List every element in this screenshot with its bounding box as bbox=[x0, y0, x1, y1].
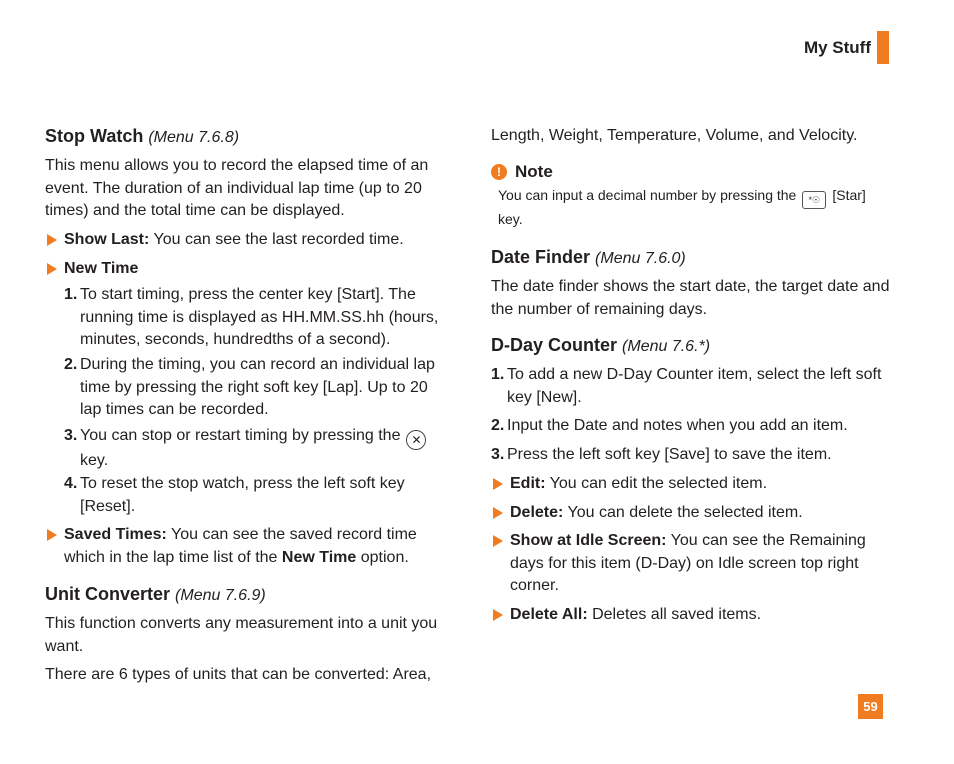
bullet-new-time bbox=[45, 258, 445, 281]
show-last-text: You can see the last recorded time. bbox=[149, 231, 404, 248]
step-number: 2. bbox=[491, 417, 505, 434]
step-text: Press the left soft key [Save] to save the item. bbox=[507, 446, 832, 463]
section-tab-marker bbox=[877, 31, 889, 64]
page-header bbox=[804, 31, 889, 64]
date-finder-title: Date Finder bbox=[491, 247, 591, 267]
bullet-label: Delete: bbox=[510, 504, 564, 521]
step-text-cont: key. bbox=[80, 452, 109, 469]
step-number: 1. bbox=[64, 286, 78, 303]
step-text: You can stop or restart timing by pressing the bbox=[80, 427, 401, 444]
bullet-label: Edit: bbox=[510, 475, 546, 492]
bullet-text: Deletes all saved items. bbox=[587, 606, 762, 623]
bullet-delete bbox=[491, 502, 891, 525]
note-text-end: [Star] key. bbox=[498, 187, 866, 227]
bullet-text: You can edit the selected item. bbox=[545, 475, 768, 492]
exclamation-icon: ! bbox=[491, 164, 507, 180]
show-last-label: Show Last: bbox=[64, 231, 150, 248]
stopwatch-menu-ref: (Menu 7.6.8) bbox=[148, 129, 240, 146]
bullet-arrow-icon bbox=[493, 609, 503, 621]
bullet-text: You can see the Remaining days for this item (D-Day) on Idle screen top right corner. bbox=[510, 532, 866, 594]
step-4 bbox=[64, 473, 445, 518]
bullet-text: You can delete the selected item. bbox=[563, 504, 803, 521]
step-number: 4. bbox=[64, 475, 78, 492]
step-text: During the timing, you can record an individual lap time by pressing the right soft key [Lap]. Up to 20 lap times can be recorded. bbox=[80, 356, 435, 418]
bullet-arrow-icon bbox=[493, 535, 503, 547]
bullet-arrow-icon bbox=[493, 507, 503, 519]
date-finder-menu-ref: (Menu 7.6.0) bbox=[595, 250, 686, 267]
step-text: To start timing, press the center key [Start]. The running time is displayed as HH.MM.SS.hh (hours, minutes, seconds, hundredths of a second). bbox=[80, 286, 439, 348]
unit-converter-cont: Length, Weight, Temperature, Volume, and Velocity. bbox=[491, 127, 858, 144]
step-number: 3. bbox=[64, 427, 78, 444]
note-text: You can input a decimal number by pressing the bbox=[498, 187, 797, 203]
new-time-label: New Time bbox=[64, 260, 139, 277]
stopwatch-heading bbox=[45, 125, 445, 150]
dday-step-3 bbox=[491, 444, 891, 467]
clear-key-icon: ✕ bbox=[406, 430, 426, 450]
dday-step-2 bbox=[491, 415, 891, 438]
saved-times-label: Saved Times: bbox=[64, 526, 167, 543]
dday-step-1 bbox=[491, 364, 891, 409]
dday-title: D-Day Counter bbox=[491, 335, 618, 355]
saved-times-text-end: option. bbox=[356, 548, 409, 566]
unit-converter-menu-ref: (Menu 7.6.9) bbox=[175, 587, 266, 604]
bullet-arrow-icon bbox=[47, 529, 57, 541]
unit-converter-title: Unit Converter bbox=[45, 584, 171, 604]
bullet-delete-all bbox=[491, 604, 891, 627]
bullet-show-idle bbox=[491, 530, 891, 598]
saved-times-text: You can see the saved record time which in the lap time list of the bbox=[64, 526, 417, 566]
bullet-saved-times bbox=[45, 524, 445, 569]
date-finder-heading bbox=[491, 246, 891, 271]
note-body bbox=[498, 185, 881, 229]
step-number: 3. bbox=[491, 446, 505, 463]
page-number: 59 bbox=[858, 694, 883, 719]
note-title: Note bbox=[515, 162, 553, 181]
unit-converter-p2: There are 6 types of units that can be converted: Area, bbox=[45, 666, 432, 683]
step-text: To reset the stop watch, press the left soft key [Reset]. bbox=[80, 475, 405, 515]
bullet-label: Show at Idle Screen: bbox=[510, 532, 667, 549]
step-number: 1. bbox=[491, 366, 505, 383]
new-time-ref: New Time bbox=[281, 548, 357, 566]
star-key-icon: *☉ bbox=[802, 191, 826, 209]
unit-converter-p1: This function converts any measurement into a unit you want. bbox=[45, 615, 438, 655]
note-heading bbox=[491, 162, 553, 182]
bullet-label: Delete All: bbox=[510, 606, 588, 623]
bullet-arrow-icon bbox=[47, 234, 57, 246]
step-text: To add a new D-Day Counter item, select the left soft key [New]. bbox=[507, 366, 882, 406]
stopwatch-title: Stop Watch bbox=[45, 126, 144, 146]
step-number: 2. bbox=[64, 356, 78, 373]
bullet-arrow-icon bbox=[47, 263, 57, 275]
step-2 bbox=[64, 354, 445, 422]
step-3 bbox=[64, 425, 445, 473]
unit-converter-heading bbox=[45, 583, 445, 608]
bullet-arrow-icon bbox=[493, 478, 503, 490]
bullet-show-last bbox=[45, 229, 445, 252]
bullet-edit bbox=[491, 473, 891, 496]
dday-heading bbox=[491, 334, 891, 359]
stopwatch-intro: This menu allows you to record the elapsed time of an event. The duration of an individual lap time (up to 20 times) and the total time can be displayed. bbox=[45, 157, 429, 219]
date-finder-text: The date finder shows the start date, the target date and the number of remaining days. bbox=[491, 278, 890, 318]
section-label: My Stuff bbox=[803, 37, 871, 57]
step-1 bbox=[64, 284, 445, 352]
step-text: Input the Date and notes when you add an item. bbox=[507, 417, 848, 434]
dday-menu-ref: (Menu 7.6.*) bbox=[622, 338, 711, 355]
